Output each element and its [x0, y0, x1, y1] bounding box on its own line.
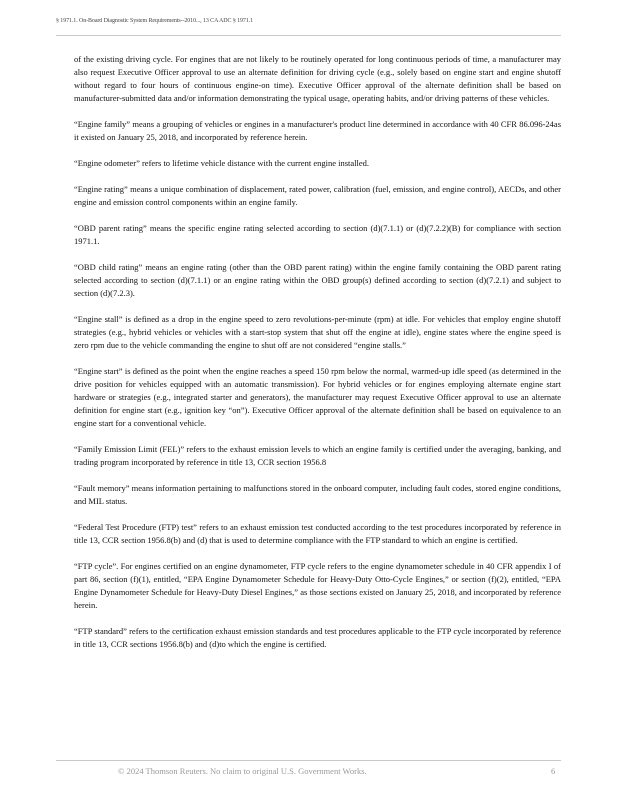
copyright-notice: © 2024 Thomson Reuters. No claim to original U.S. Government Works. [118, 766, 367, 776]
paragraph-fault-memory: “Fault memory” means information pertaining to malfunctions stored in the onboard computer, including fault codes, stored engine conditions, and MIL status. [74, 483, 561, 506]
header-divider [56, 35, 561, 36]
paragraph-engine-odometer: “Engine odometer” refers to lifetime vehicle distance with the current engine installed. [74, 158, 370, 168]
document-body [74, 53, 561, 664]
paragraph-engine-start: “Engine start” is defined as the point when the engine reaches a speed 150 rpm below the normal, warmed-up idle speed (as determined in the drive position for vehicles equipped with an automatic transmission). For hybrid vehicles or for engines employing alternate engine start hardware or strategies (e.g., integrated starter and generators), the manufacturer may request Executive Officer approval to use an alternate definition for engine start (e.g., ignition key “on”). Executive Officer approval of the alternate definition shall be based on equivalence to an engine start for a conventional vehicle. [74, 366, 561, 428]
running-header: § 1971.1. On-Board Diagnostic System Requirements--2010..., 13 CA ADC § 1971.1 [56, 18, 254, 24]
paragraph-ftp-cycle: “FTP cycle”. For engines certified on an engine dynamometer, FTP cycle refers to the engine dynamometer schedule in 40 CFR appendix I of part 86, section (f)(1), entitled, “EPA Engine Dynamometer Schedule for Heavy-Duty Otto-Cycle Engines,” or section (f)(2), entitled, “EPA Engine Dynamometer Schedule for Heavy-Duty Diesel Engines,” as those sections existed on January 25, 2018, and incorporated by reference herein. [74, 561, 561, 610]
paragraph-family-emission-limit: “Family Emission Limit (FEL)” refers to the exhaust emission levels to which an engine family is certified under the averaging, banking, and trading program incorporated by reference in title 13, CCR section 1956.8 [74, 444, 561, 467]
paragraph-ftp-test: “Federal Test Procedure (FTP) test” refers to an exhaust emission test conducted according to the test procedures incorporated by reference in title 13, CCR section 1956.8(b) and (d) that is used to determine compliance with the FTP standard to which an engine is certified. [74, 522, 561, 545]
paragraph-obd-parent-rating: “OBD parent rating” means the specific engine rating selected according to section (d)(7.1.1) or (d)(7.2.2)(B) for compliance with section 1971.1. [74, 223, 561, 246]
page-number: 6 [551, 766, 556, 776]
paragraph-engine-rating: “Engine rating” means a unique combination of displacement, rated power, calibration (fuel, emission, and engine control), AECDs, and other engine and emission control components within an engine family. [74, 184, 561, 207]
footer-divider [56, 760, 561, 761]
paragraph-driving-cycle-continued: of the existing driving cycle. For engines that are not likely to be routinely operated for long continuous periods of time, a manufacturer may also request Executive Officer approval to use an alternate definition for driving cycle (e.g., solely based on engine start and engine shutoff without regard to four hours of continuous engine-on time). Executive Officer approval of the alternate definition shall be based on manufacturer-submitted data and/or information demonstrating the typical usage, operating habits, and/or driving patterns of these vehicles. [74, 54, 561, 103]
paragraph-engine-family: “Engine family” means a grouping of vehicles or engines in a manufacturer's product line determined in accordance with 40 CFR 86.096-24as it existed on January 25, 2018, and incorporated by reference herein. [74, 119, 561, 142]
paragraph-ftp-standard: “FTP standard” refers to the certification exhaust emission standards and test procedures applicable to the FTP cycle incorporated by reference in title 13, CCR sections 1956.8(b) and (d)to which the engine is certified. [74, 626, 561, 649]
paragraph-obd-child-rating: “OBD child rating” means an engine rating (other than the OBD parent rating) within the engine family containing the OBD parent rating selected according to section (d)(7.1.1) or an engine rating within the OBD group(s) defined according to section (d)(7.2.1) and subject to section (d)(7.2.3). [74, 262, 561, 298]
paragraph-engine-stall: “Engine stall” is defined as a drop in the engine speed to zero revolutions-per-minute (rpm) at idle. For vehicles that employ engine shutoff strategies (e.g., hybrid vehicles or vehicles with a start-stop system that shut off the engine at idle), engine states where the engine speed is zero rpm due to the vehicle commanding the engine to shut off are not considered “engine stalls.” [74, 314, 561, 350]
